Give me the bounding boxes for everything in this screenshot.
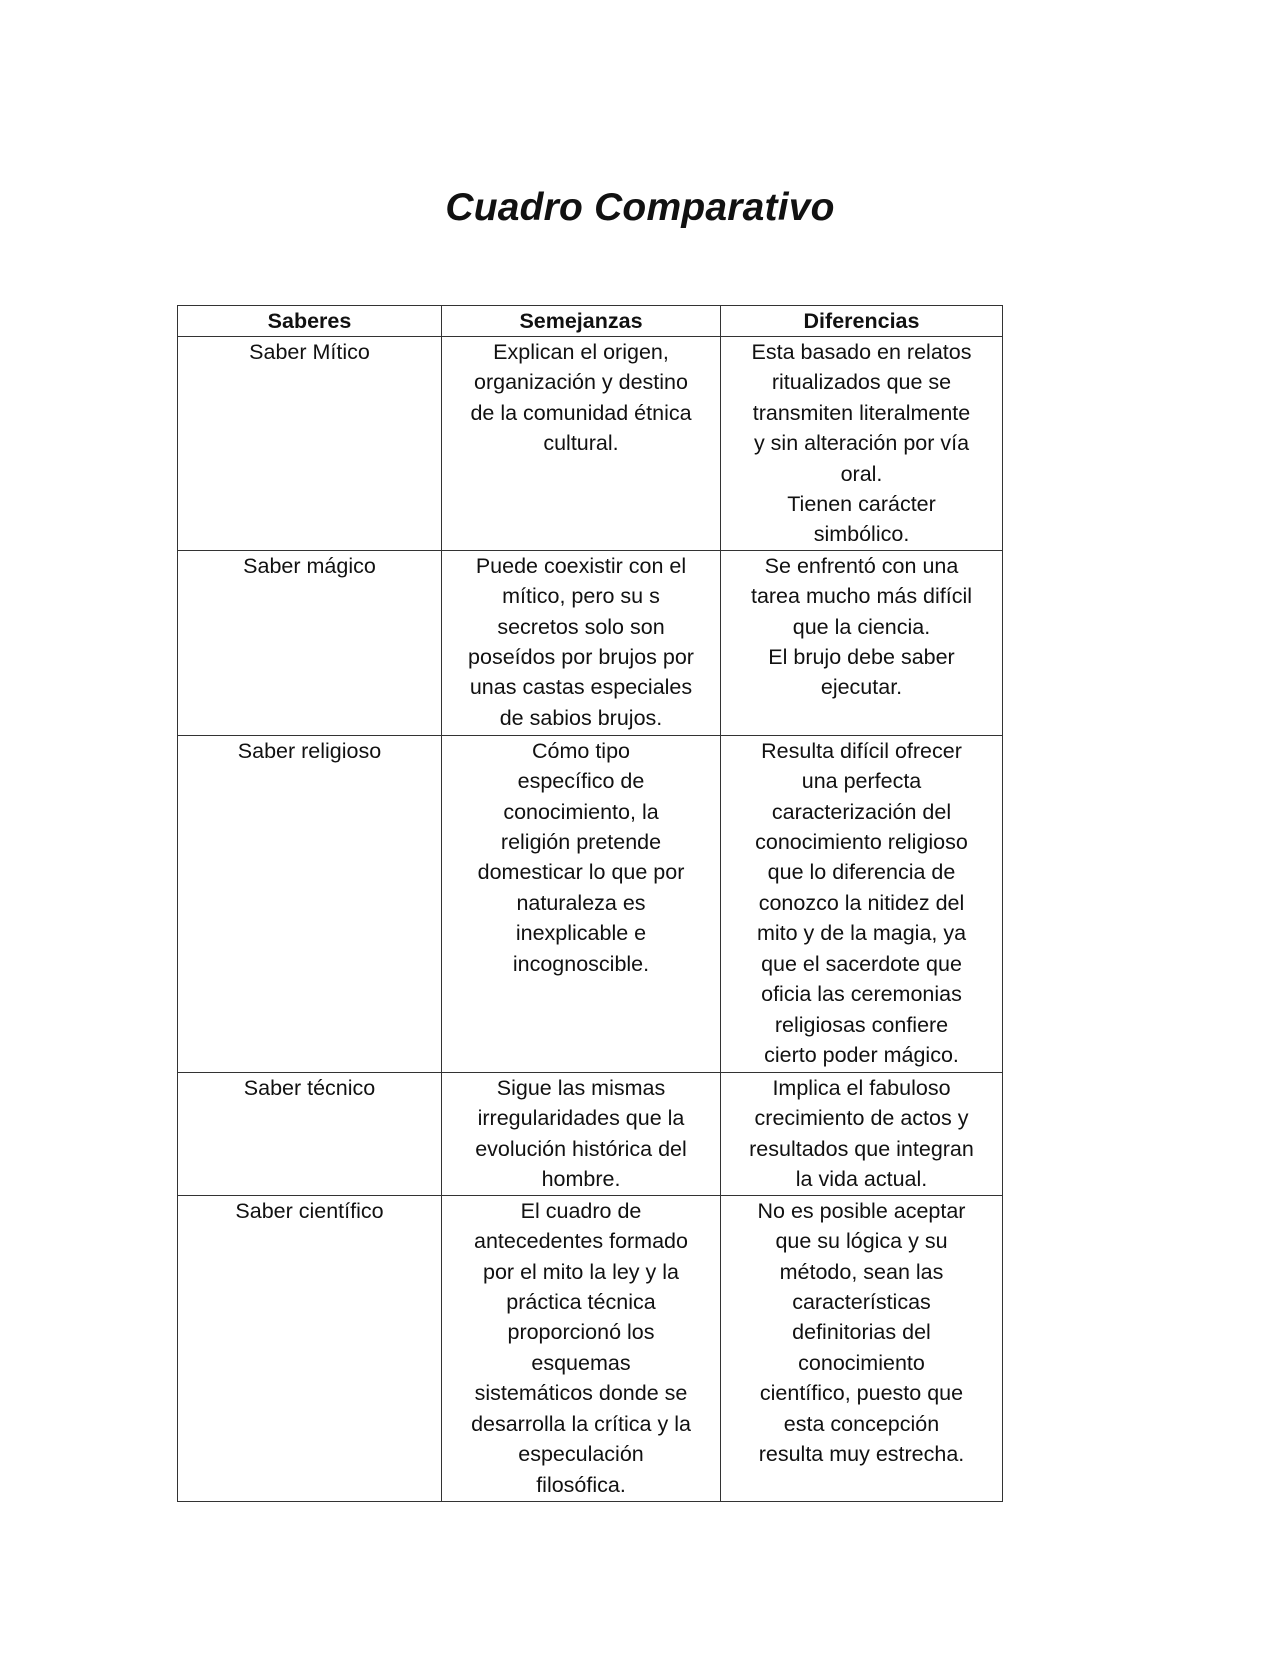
saber-cell: Saber Mítico bbox=[178, 337, 442, 551]
header-semejanzas: Semejanzas bbox=[442, 306, 721, 337]
diferencias-cell: Se enfrentó con una tarea mucho más difícil que la ciencia. El brujo debe saber ejecutar. bbox=[721, 550, 1003, 735]
saber-cell: Saber técnico bbox=[178, 1072, 442, 1195]
page-title: Cuadro Comparativo bbox=[445, 186, 835, 229]
table-row bbox=[178, 550, 1003, 735]
semejanzas-cell: Puede coexistir con el mítico, pero su s secretos solo son poseídos por brujos por unas castas especiales de sabios brujos. bbox=[442, 550, 721, 735]
table-row bbox=[178, 1072, 1003, 1195]
header-diferencias: Diferencias bbox=[721, 306, 1003, 337]
table-row bbox=[178, 1195, 1003, 1501]
table-row bbox=[178, 735, 1003, 1072]
saber-cell: Saber mágico bbox=[178, 550, 442, 735]
table-row bbox=[178, 337, 1003, 551]
comparison-table bbox=[177, 305, 1003, 1502]
table-header-row bbox=[178, 306, 1003, 337]
diferencias-cell: Implica el fabuloso crecimiento de actos y resultados que integran la vida actual. bbox=[721, 1072, 1003, 1195]
saber-cell: Saber científico bbox=[178, 1195, 442, 1501]
semejanzas-cell: Cómo tipo específico de conocimiento, la religión pretende domesticar lo que por naturaleza es inexplicable e incognoscible. bbox=[442, 735, 721, 1072]
semejanzas-cell: Sigue las mismas irregularidades que la evolución histórica del hombre. bbox=[442, 1072, 721, 1195]
saber-cell: Saber religioso bbox=[178, 735, 442, 1072]
header-saberes: Saberes bbox=[178, 306, 442, 337]
diferencias-cell: Resulta difícil ofrecer una perfecta caracterización del conocimiento religioso que lo diferencia de conozco la nitidez del mito y de la magia, ya que el sacerdote que oficia las ceremonias religiosas confiere cierto poder mágico. bbox=[721, 735, 1003, 1072]
semejanzas-cell: El cuadro de antecedentes formado por el mito la ley y la práctica técnica proporcionó los esquemas sistemáticos donde se desarrolla la crítica y la especulación filosófica. bbox=[442, 1195, 721, 1501]
semejanzas-cell: Explican el origen, organización y destino de la comunidad étnica cultural. bbox=[442, 337, 721, 551]
diferencias-cell: No es posible aceptar que su lógica y su método, sean las características definitorias del conocimiento científico, puesto que esta concepción resulta muy estrecha. bbox=[721, 1195, 1003, 1501]
diferencias-cell: Esta basado en relatos ritualizados que se transmiten literalmente y sin alteración por vía oral. Tienen carácter simbólico. bbox=[721, 337, 1003, 551]
